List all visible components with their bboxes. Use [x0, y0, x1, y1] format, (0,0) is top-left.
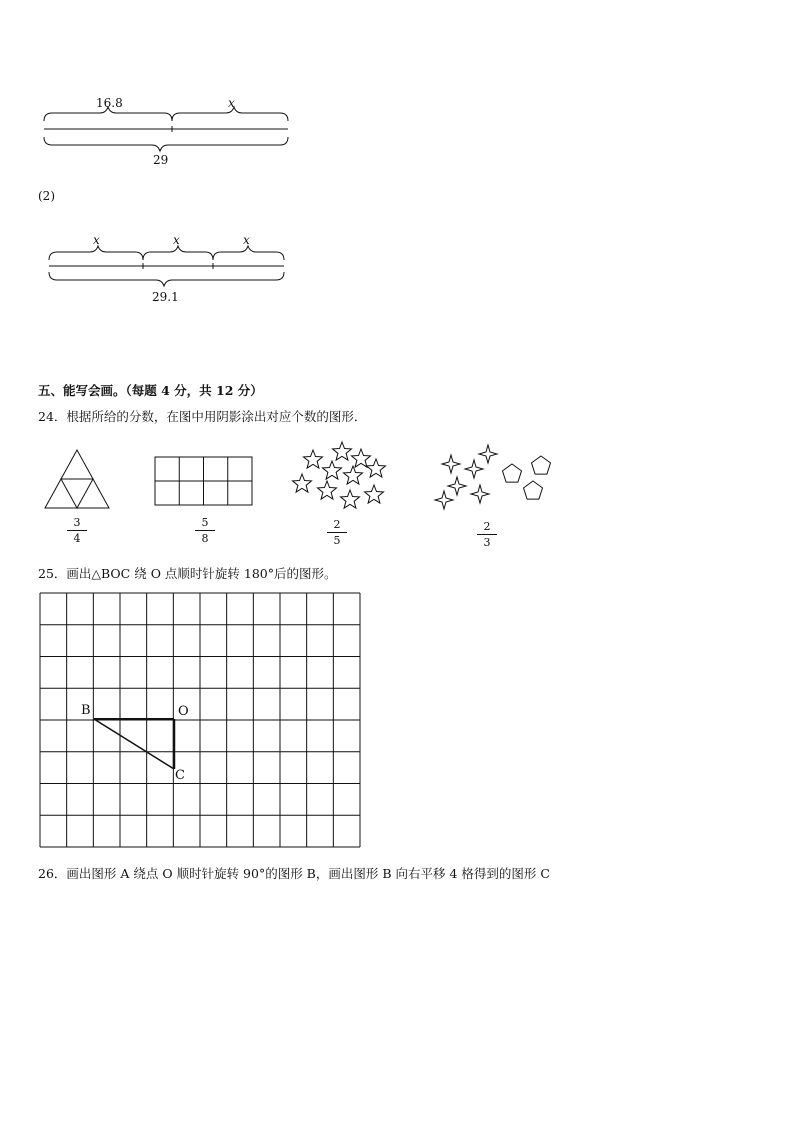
part2-label: (2): [38, 189, 55, 203]
fraction-numerator: 5: [201, 516, 209, 529]
q26-text: 26．画出图形 A 绕点 O 顺时针旋转 90°的图形 B，画出图形 B 向右平移 4 格得到的图形 C: [38, 866, 550, 881]
diagram2-segment3-label: x: [243, 233, 250, 247]
diagram2-total-label: 29.1: [152, 290, 179, 304]
diagram1-right-label: x: [228, 96, 235, 110]
fraction-numerator: 3: [73, 516, 81, 529]
diagram2-segment1-label: x: [93, 233, 100, 247]
fraction-denominator: 5: [333, 534, 341, 547]
point-b-label: B: [81, 703, 91, 718]
section5-title: 五、能写会画。（每题 4 分，共 12 分）: [38, 383, 263, 398]
triangle-boc: [94, 719, 174, 769]
diagram2-segment2-label: x: [173, 233, 180, 247]
point-o-label: O: [178, 704, 189, 719]
diagram1-left-label: 16.8: [96, 96, 123, 110]
q24-text: 24．根据所给的分数，在图中用阴影涂出对应个数的图形．: [38, 409, 367, 424]
fraction-denominator: 3: [483, 536, 491, 549]
diagram1-total-label: 29: [153, 153, 169, 167]
fraction-denominator: 4: [73, 532, 81, 545]
fraction-numerator: 2: [483, 520, 491, 533]
fraction-numerator: 2: [333, 518, 341, 531]
point-c-label: C: [175, 768, 185, 783]
q25-text: 25．画出△BOC 绕 O 点顺时针旋转 180°后的图形。: [38, 566, 337, 581]
fraction-denominator: 8: [201, 532, 209, 545]
